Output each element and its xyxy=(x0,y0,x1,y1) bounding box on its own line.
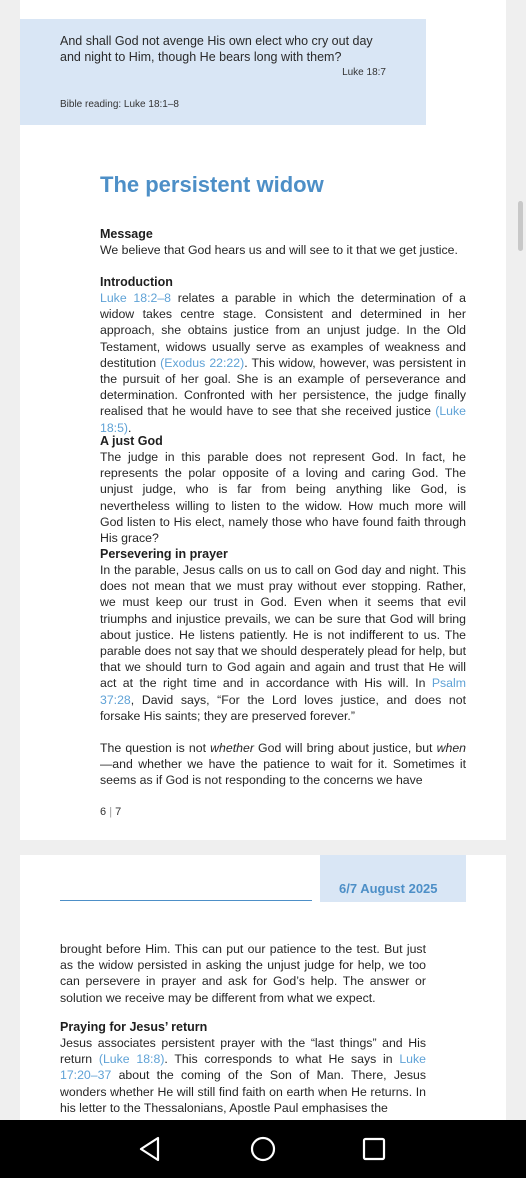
page-number-left: 6 xyxy=(100,806,107,818)
verse-box xyxy=(20,19,426,125)
scripture-link[interactable]: Luke 18:2–8 xyxy=(100,291,171,305)
system-navigation-bar xyxy=(0,1120,526,1178)
home-icon[interactable] xyxy=(248,1134,278,1164)
scripture-link[interactable]: (Exodus 22:22) xyxy=(160,355,245,370)
date-box xyxy=(320,855,466,902)
just-god-section xyxy=(100,433,466,546)
recents-icon[interactable] xyxy=(359,1134,389,1164)
verse-text: And shall God not avenge His own elect who cry out day and night to Him, though He bears long with them? xyxy=(60,34,373,64)
date-label: 6/7 August 2025 xyxy=(339,881,438,896)
page-title: The persistent widow xyxy=(100,172,324,197)
message-text: We believe that God hears us and will see to it that we get justice. xyxy=(100,243,458,257)
persevering-section xyxy=(100,546,466,789)
page-number-separator: | xyxy=(109,806,113,818)
emphasis: whether xyxy=(210,741,254,756)
page-number-right: 7 xyxy=(115,806,122,818)
return-heading: Praying for Jesus’ return xyxy=(60,1020,208,1034)
introduction-section xyxy=(100,274,466,436)
page-number xyxy=(100,806,121,818)
introduction-text xyxy=(100,290,466,436)
bible-reading: Bible reading: Luke 18:1–8 xyxy=(60,99,179,110)
scripture-link[interactable]: Psalm 37:28 xyxy=(100,676,466,707)
scripture-link[interactable]: Luke 17:20–37 xyxy=(60,1052,426,1083)
verse-reference: Luke 18:7 xyxy=(342,67,386,78)
introduction-text-part: . xyxy=(128,420,132,435)
introduction-text-part: . This widow, however, was persistent in the pursuit of her goal. She is an example of perseverance and determination. Confronted with her persistence, the judge finally realised that he would have to see that she received justice xyxy=(100,355,466,419)
persevering-text-2 xyxy=(100,740,466,789)
scrollbar-thumb[interactable] xyxy=(518,201,523,251)
message-heading: Message xyxy=(100,227,153,241)
return-text xyxy=(60,1035,426,1116)
just-god-heading: A just God xyxy=(100,434,163,448)
page-6-7 xyxy=(20,0,506,840)
scripture-link[interactable]: (Luke 18:5) xyxy=(100,404,466,435)
page-8 xyxy=(20,855,506,1135)
persevering-heading: Persevering in prayer xyxy=(100,547,228,561)
just-god-text: The judge in this parable does not represent God. In fact, he represents the polar opposite of a loving and caring God. The unjust judge, who is far from being anything like God, is nevertheless willing to listen to the widow. How much more will God listen to His elect, namely those who have found faith through His grace? xyxy=(100,450,466,546)
persevering-text xyxy=(100,562,466,724)
text-part: God will bring about justice, but xyxy=(253,741,437,756)
continuation-section xyxy=(60,941,426,1006)
return-text-part: about the coming of the Son of Man. There, Jesus wonders whether He will still find faith on earth when He returns. In his letter to the Thessalonians, Apostle Paul emphasises the xyxy=(60,1068,426,1115)
return-text-part: . This corresponds to what He says in xyxy=(164,1052,400,1067)
text-part: The question is not xyxy=(100,741,211,756)
message-section xyxy=(100,226,466,258)
persevering-text-part: , David says, “For the Lord loves justice, and does not forsake His saints; they are preserved forever.” xyxy=(100,692,466,723)
header-rule xyxy=(60,900,312,901)
persevering-text-part: In the parable, Jesus calls on us to call on God day and night. This does not mean that we must pray without ever stopping. Rather, we must keep our trust in God. Even when it seems that evil triumphs and injustice prevails, we can be sure that God will bring about justice. He listens patiently. He is not indifferent to us. The parable does not say that we should desperately plead for help, but that we should turn to God again and again and trust that He will act at the right time and in accordance with His will. In xyxy=(100,563,466,691)
return-section xyxy=(60,1019,426,1116)
emphasis: when xyxy=(436,741,467,756)
introduction-text-part: relates a parable in which the determination of a widow takes centre stage. Consistent and determined in her approach, she obtains justice from an unjust judge. In the Old Testament, widows usually serve as examples of weakness and destitution xyxy=(100,291,466,370)
introduction-heading: Introduction xyxy=(100,275,173,289)
back-icon[interactable] xyxy=(136,1134,166,1164)
return-text-part: Jesus associates persistent prayer with the “last things” and His return xyxy=(60,1036,426,1067)
continuation-text: brought before Him. This can put our patience to the test. But just as the widow persisted in asking the unjust judge for help, we too can persevere in prayer and ask for God’s help. The answer or solution we receive may be different from what we expect. xyxy=(60,942,426,1005)
scripture-link[interactable]: (Luke 18:8) xyxy=(98,1052,165,1067)
text-part: —and whether we have the patience to wait for it. Sometimes it seems as if God is not responding to the concerns we have xyxy=(100,757,466,788)
